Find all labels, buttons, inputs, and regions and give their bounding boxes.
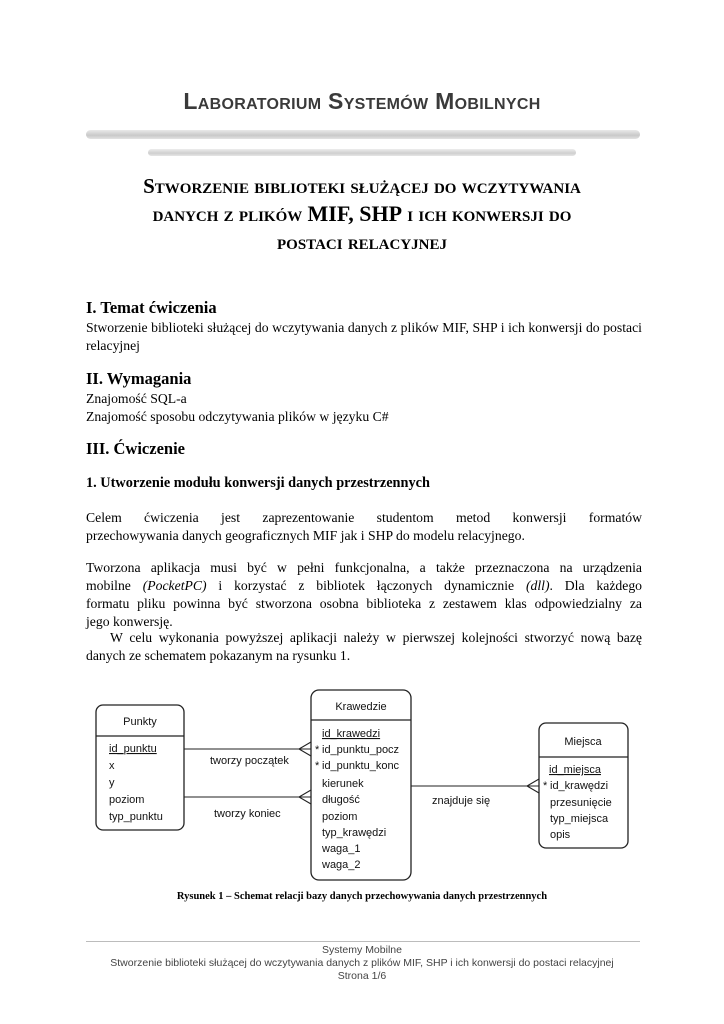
paragraph-line: jego konwersję. — [86, 614, 173, 629]
table-field: waga_2 — [322, 859, 361, 871]
table-field: id_krawędzi — [550, 780, 609, 792]
paragraph-line: W celu wykonania powyższej aplikacji należy w pierwszej kolejności stworzyć nową bazę — [110, 630, 642, 645]
table-field: id_punktu — [109, 743, 157, 755]
fk-marker: * — [315, 744, 320, 756]
table-field: poziom — [109, 794, 145, 806]
relation-znajduje-sie — [411, 779, 539, 793]
table-field: typ_punktu — [109, 811, 163, 823]
title-formats: MIF, SHP — [307, 201, 403, 226]
table-field: kierunek — [322, 778, 364, 790]
requirement-item: Znajomość sposobu odczytywania plików w języku C# — [86, 409, 389, 424]
header-title: Laboratorium Systemów Mobilnych — [183, 88, 541, 114]
paragraph-line: przechowywania danych geograficznych MIF jak i SHP do modelu relacyjnego. — [86, 528, 525, 543]
footer-divider — [86, 941, 640, 942]
footer-page-number: Strona 1/6 — [337, 970, 387, 982]
table-field: długość — [322, 794, 360, 806]
table-title: Miejsca — [564, 736, 602, 748]
paragraph-line: Celem ćwiczenia jest zaprezentowanie studentom metod konwersji formatów — [86, 510, 642, 525]
subsection-heading: 1. Utworzenie modułu konwersji danych przestrzennych — [86, 475, 430, 491]
document-title-line-3: postaci relacyjnej — [277, 230, 447, 254]
relation-label: tworzy początek — [210, 755, 289, 767]
table-field: id_punktu_pocz — [322, 744, 400, 756]
table-field: id_punktu_konc — [322, 760, 400, 772]
paragraph-line: danych ze schematem pokazanym na rysunku 1. — [86, 648, 351, 663]
section-heading: III. Ćwiczenie — [86, 439, 185, 458]
table-miejsca — [539, 723, 628, 848]
section-text: Stworzenie biblioteki służącej do wczytywania danych z plików MIF, SHP i ich konwersji do postaci relacyjnej — [86, 320, 642, 353]
text-run: . Dla każdego — [549, 578, 643, 593]
text-run: i korzystać z bibliotek łączonych dynamicznie — [206, 578, 526, 593]
table-field: id_miejsca — [549, 764, 601, 776]
table-title: Punkty — [123, 716, 157, 728]
page-footer — [0, 944, 724, 983]
table-punkty — [96, 705, 184, 830]
table-field: poziom — [322, 811, 358, 823]
title-part: i ich konwersji do — [407, 202, 572, 226]
table-field: waga_1 — [322, 843, 361, 855]
footer-title: Stworzenie biblioteki służącej do wczytywania danych z plików MIF, SHP i ich konwersji do postaci relacyjnej — [110, 957, 614, 969]
relation-tworzy-poczatek — [184, 742, 311, 756]
table-field: opis — [550, 829, 571, 841]
fk-marker: * — [543, 780, 548, 792]
requirement-item: Znajomość SQL-a — [86, 391, 187, 406]
table-field: przesunięcie — [550, 797, 612, 809]
document-title-line-1: Stworzenie biblioteki służącej do wczytywania — [143, 174, 581, 198]
relation-tworzy-koniec — [184, 790, 311, 804]
table-field: id_krawedzi — [322, 728, 381, 740]
table-krawedzie — [311, 690, 411, 880]
table-field: typ_krawędzi — [322, 827, 387, 839]
table-field: typ_miejsca — [550, 813, 609, 825]
footer-course: Systemy Mobilne — [322, 944, 402, 956]
section-heading: II. Wymagania — [86, 369, 192, 388]
paragraph-line: Tworzona aplikacja musi być w pełni funkcjonalna, a także przeznaczona na urządzenia — [86, 560, 642, 575]
text-run-italic: (dll) — [525, 578, 550, 593]
figure-caption: Rysunek 1 – Schemat relacji bazy danych przechowywania danych przestrzennych — [176, 891, 548, 902]
table-field: y — [109, 777, 115, 789]
fk-marker: * — [315, 760, 320, 772]
table-field: x — [109, 760, 115, 772]
relation-label: tworzy koniec — [214, 808, 281, 820]
relation-label: znajduje się — [432, 795, 491, 807]
title-part: danych z plików — [152, 202, 303, 226]
paragraph-line: formatu pliku powinna być stworzona osobna biblioteka z zestawem klas odpowiedzialny za — [86, 596, 642, 611]
text-run-italic: (PocketPC) — [142, 578, 207, 593]
section-heading: I. Temat ćwiczenia — [86, 298, 217, 317]
table-title: Krawedzie — [335, 701, 387, 713]
text-run: mobilne — [86, 578, 143, 593]
